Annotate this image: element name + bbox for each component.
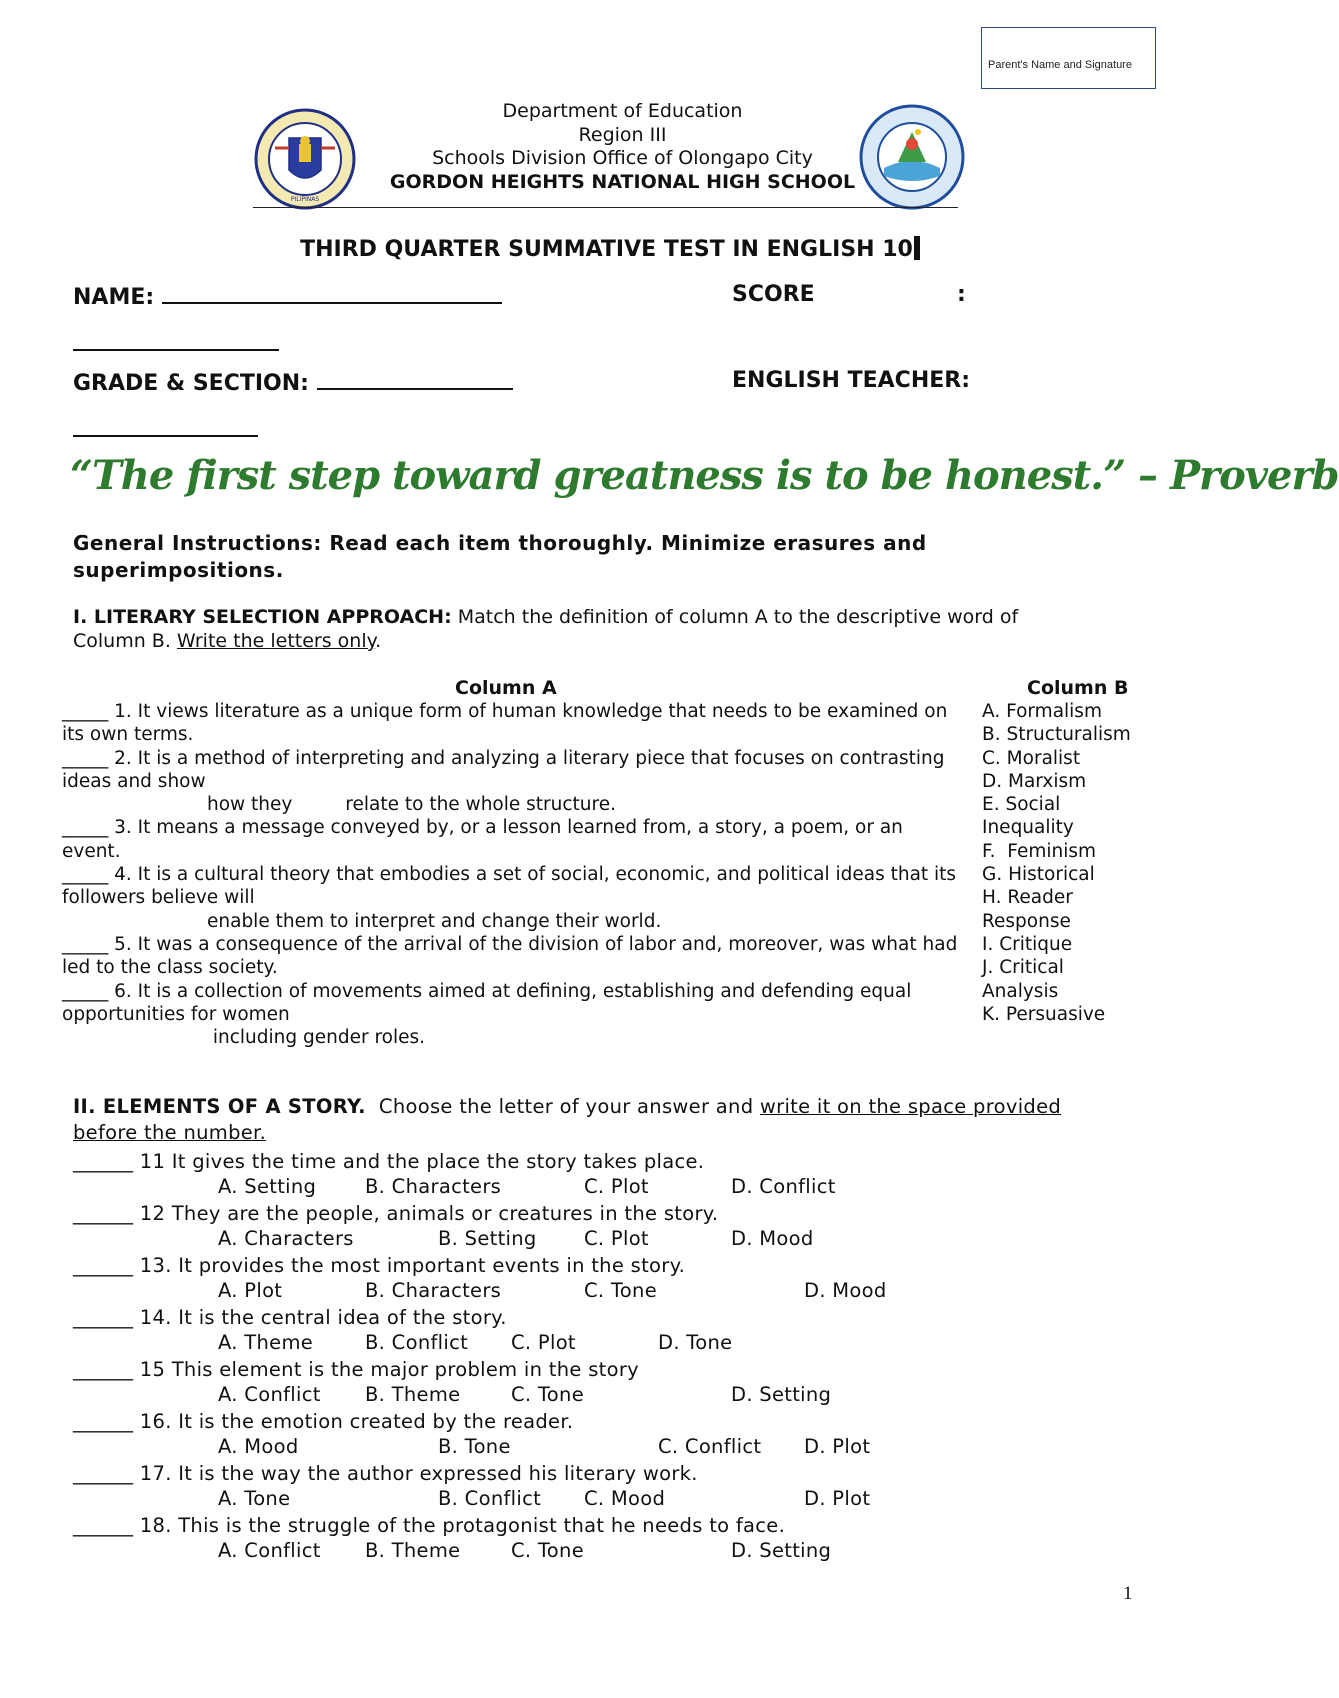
column-b-item: Response (982, 910, 1071, 932)
option: A. Conflict (218, 1539, 321, 1562)
column-b-item: F. Feminism (982, 840, 1097, 862)
option: B. Theme (365, 1383, 461, 1406)
column-b-item: D. Marxism (982, 770, 1087, 792)
column-b-item: E. Social (982, 794, 1061, 816)
column-a-header: Column A (455, 677, 557, 699)
column-b-list (982, 700, 1182, 1026)
options-row (0, 1279, 1200, 1305)
option: A. Plot (218, 1279, 283, 1302)
section2-underlined: write it on the space provided before the number. (73, 1095, 1062, 1144)
column-a-item: _____ 6. It is a collection of movements aimed at defining, establishing and defending equal opportunities for women (62, 980, 912, 1025)
option: A. Setting (218, 1175, 317, 1198)
question-item: ______ 17. It is the way the author expressed his literary work. (73, 1462, 698, 1485)
signature-box-label: Parent's Name and Signature (988, 59, 1132, 71)
teacher-blank-row[interactable] (73, 415, 258, 441)
column-b-item: G. Historical (982, 864, 1095, 886)
options-row (0, 1227, 1200, 1253)
section1-underlined: Write the letters only (176, 630, 376, 652)
text-cursor (914, 236, 920, 260)
option: D. Conflict (731, 1175, 836, 1198)
options-row (0, 1175, 1200, 1201)
option: B. Conflict (438, 1487, 542, 1510)
page-number: 1 (1123, 1583, 1133, 1604)
section1-instructions (73, 605, 1093, 653)
column-b-item: K. Persuasive (982, 1003, 1106, 1025)
section2-text: Choose the letter of your answer and (365, 1095, 760, 1118)
column-b-item: A. Formalism (982, 701, 1102, 722)
question-item: ______ 14. It is the central idea of the story. (73, 1306, 507, 1329)
options-row (0, 1487, 1200, 1513)
column-a-item-continued: including gender roles. (207, 1027, 426, 1049)
option: B. Characters (365, 1175, 502, 1198)
options-row (0, 1435, 1200, 1461)
column-a-item: _____ 4. It is a cultural theory that embodies a set of social, economic, and political ideas that its followers believe will (62, 864, 957, 909)
option: D. Mood (804, 1279, 887, 1302)
option: A. Characters (218, 1227, 354, 1250)
section1-heading: I. LITERARY SELECTION APPROACH: (73, 606, 452, 628)
option: D. Plot (804, 1435, 871, 1458)
column-b-item: H. Reader (982, 887, 1073, 909)
column-b-item: Inequality (982, 817, 1074, 839)
column-a-item: _____ 1. It views literature as a unique form of human knowledge that needs to be examined on its own terms. (62, 701, 948, 746)
header-school-name: GORDON HEIGHTS NATIONAL HIGH SCHOOL (389, 170, 856, 193)
options-row (0, 1383, 1200, 1409)
option: D. Tone (658, 1331, 733, 1354)
option: B. Conflict (365, 1331, 469, 1354)
header-block (250, 100, 995, 194)
header-division: Schools Division Office of Olongapo City (432, 147, 813, 169)
section1-end: . (375, 630, 382, 652)
name-field[interactable] (73, 282, 502, 310)
general-instructions: General Instructions: Read each item thoroughly. Minimize erasures and superimpositions. (73, 531, 927, 582)
column-b-item: B. Structuralism (982, 724, 1131, 746)
grade-section-label: GRADE & SECTION: (73, 371, 309, 396)
grade-section-field[interactable] (73, 368, 513, 396)
question-item: ______ 15 This element is the major problem in the story (73, 1358, 639, 1381)
option: C. Conflict (658, 1435, 762, 1458)
option: B. Characters (365, 1279, 502, 1302)
header-department: Department of Education (502, 100, 743, 122)
column-a-item: _____ 2. It is a method of interpreting and analyzing a literary piece that focuses on contrasting ideas and show (62, 747, 945, 792)
column-a-item: _____ 5. It was a consequence of the arrival of the division of labor and, moreover, was what had led to the class society. (62, 933, 958, 979)
column-a-item-continued: how they relate to the whole structure. (207, 794, 616, 816)
parent-signature-box (981, 27, 1156, 89)
option: B. Tone (438, 1435, 511, 1458)
column-b-item: J. Critical (982, 957, 1064, 979)
question-item: ______ 12 They are the people, animals or creatures in the story. (73, 1202, 719, 1225)
question-item: ______ 18. This is the struggle of the protagonist that he needs to face. (73, 1514, 786, 1537)
option: C. Plot (584, 1175, 649, 1198)
score-blank-row[interactable] (73, 329, 279, 355)
score-blank[interactable] (73, 329, 279, 351)
header-divider (253, 207, 958, 208)
name-label: NAME: (73, 285, 155, 310)
column-a-item-continued: enable them to interpret and change their world. (207, 910, 662, 932)
english-teacher-label: ENGLISH TEACHER: (732, 368, 971, 393)
option: C. Plot (584, 1227, 649, 1250)
section2-heading: II. ELEMENTS OF A STORY. (73, 1095, 366, 1118)
teacher-blank[interactable] (73, 415, 258, 437)
option: C. Plot (511, 1331, 576, 1354)
test-title-text: THIRD QUARTER SUMMATIVE TEST IN ENGLISH 10 (300, 237, 913, 262)
options-row (0, 1539, 1200, 1565)
option: D. Setting (731, 1539, 832, 1562)
option: D. Setting (731, 1383, 832, 1406)
score-label: SCORE (732, 282, 815, 307)
option: C. Tone (511, 1383, 584, 1406)
option: C. Tone (511, 1539, 584, 1562)
option: A. Tone (218, 1487, 291, 1510)
column-b-item: I. Critique (982, 933, 1073, 955)
option: D. Mood (731, 1227, 814, 1250)
column-b-item: C. Moralist (982, 747, 1081, 769)
score-colon: : (957, 282, 966, 307)
option: B. Theme (365, 1539, 461, 1562)
section2-instructions (73, 1094, 1113, 1146)
question-item: ______ 11 It gives the time and the place the story takes place. (73, 1150, 705, 1173)
options-row (0, 1331, 1200, 1357)
column-b-item: Analysis (982, 980, 1059, 1002)
option: A. Mood (218, 1435, 299, 1458)
grade-section-blank[interactable] (317, 368, 513, 390)
column-a-list (62, 700, 962, 1049)
option: A. Conflict (218, 1383, 321, 1406)
option: A. Theme (218, 1331, 314, 1354)
name-blank[interactable] (162, 282, 502, 304)
column-a-item: _____ 3. It means a message conveyed by, or a lesson learned from, a story, a poem, or an event. (62, 817, 903, 862)
question-item: ______ 13. It provides the most important events in the story. (73, 1254, 686, 1277)
section1-text: Match the definition of column A to the descriptive word of Column B. (73, 606, 1019, 652)
option: D. Plot (804, 1487, 871, 1510)
option: C. Mood (584, 1487, 666, 1510)
option: C. Tone (584, 1279, 657, 1302)
option: B. Setting (438, 1227, 537, 1250)
svg-text:PILIPINAS: PILIPINAS (290, 196, 320, 203)
column-b-header: Column B (1027, 677, 1129, 699)
proverb-quote: “The first step toward greatness is to be honest.” – Proverb (70, 452, 1339, 499)
question-item: ______ 16. It is the emotion created by the reader. (73, 1410, 574, 1433)
header-region: Region III (578, 123, 667, 146)
test-title (260, 236, 960, 262)
